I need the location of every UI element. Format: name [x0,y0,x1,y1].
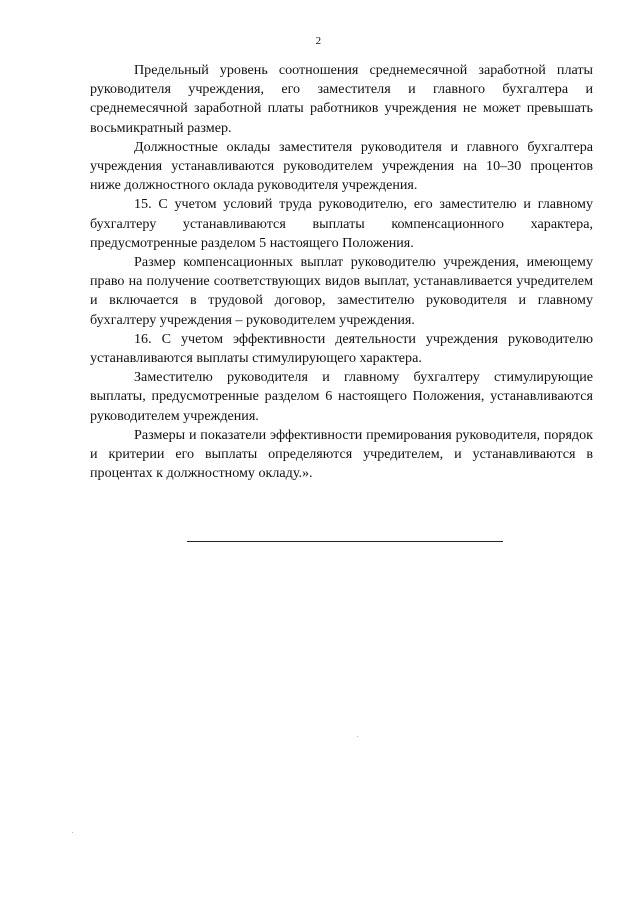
paragraph-salary-ratio: Предельный уровень соотношения среднемесячной заработной платы руководителя учреждения, его заместителя и главного бухгалтера и среднемесячной заработной платы работников учреждения не может превышать восьмикратный размер. [90,62,593,136]
paragraph-deputy-incentives: Заместителю руководителя и главному бухгалтеру стимулирующие выплаты, предусмотренные разделом 6 настоящего Положения, устанавливаются руководителем учреждения. [90,369,593,424]
page-number: 2 [315,35,322,47]
scan-speck [357,736,358,737]
paragraph-compensation-size: Размер компенсационных выплат руководителю учреждения, имеющему право на получение соответствующих видов выплат, устанавливается учредителем и включается в трудовой договор, заместителю руководителя и главному бухгалтеру учреждения – руководителем учреждения. [90,254,593,328]
paragraph-bonus-criteria: Размеры и показатели эффективности премирования руководителя, порядок и критерии его выплаты определяются учредителем, и устанавливаются в процентах к должностному окладу.». [90,426,593,482]
document-body [90,61,593,483]
scan-speck [72,832,73,833]
end-separator-line [187,541,503,542]
paragraph-item-16: 16. С учетом эффективности деятельности учреждения руководителю устанавливаются выплаты стимулирующего характера. [90,330,593,367]
paragraph-item-15: 15. С учетом условий труда руководителю, его заместителю и главному бухгалтеру устанавливаются выплаты компенсационного характера, предусмотренные разделом 5 настоящего Положения. [90,196,593,251]
paragraph-deputy-salaries: Должностные оклады заместителя руководителя и главного бухгалтера учреждения устанавливаются руководителем учреждения на 10–30 процентов ниже должностного оклада руководителя учреждения. [90,138,593,194]
